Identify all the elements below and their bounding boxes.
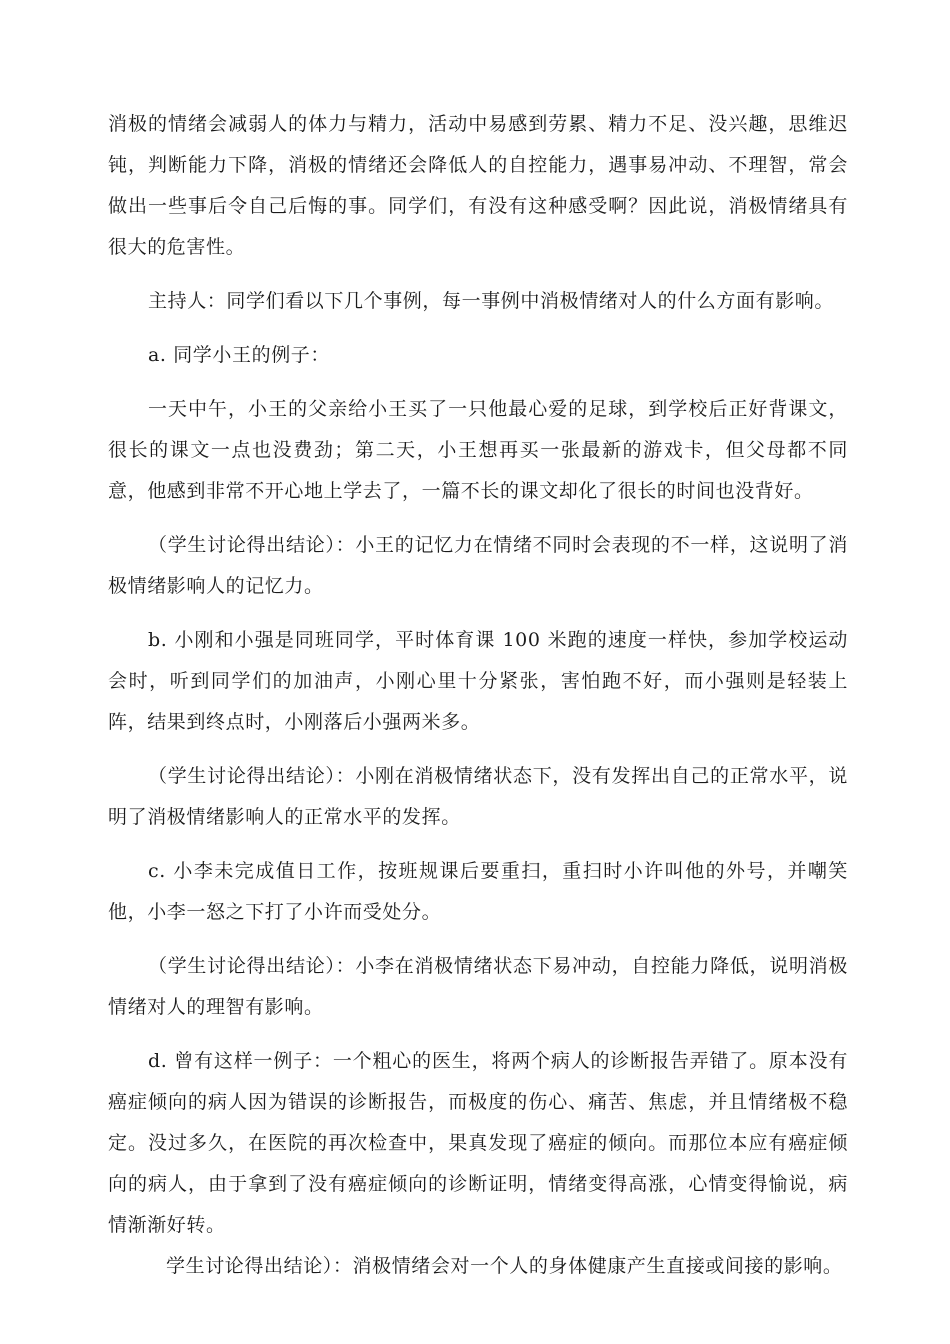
paragraph-example-d: d. 曾有这样一例子：一个粗心的医生，将两个病人的诊断报告弄错了。原本没有癌症倾向的病人因为错误的诊断报告，而极度的伤心、痛苦、焦虑，并且情绪极不稳定。没过多久，在医院的再次检查中，果真发现了癌症的倾向。而那位本应有癌症倾向的病人，由于拿到了没有癌症倾向的诊断证明，情绪变得高涨，心情变得愉说，病情渐渐好转。: [108, 1050, 848, 1236]
paragraph-example-a-story: 一天中午，小王的父亲给小王买了一只他最心爱的足球，到学校后正好背课文，很长的课文一点也没费劲；第二天，小王想再买一张最新的游戏卡，但父母都不同意，他感到非常不开心地上学去了，一篇不长的课文却化了很长的时间也没背好。: [108, 398, 848, 502]
paragraph-intro: 消极的情绪会减弱人的体力与精力，活动中易感到劳累、精力不足、没兴趣，思维迟钝，判断能力下降，消极的情绪还会降低人的自控能力，遇事易冲动、不理智，常会做出一些事后令自己后悔的事。同学们，有没有这种感受啊？因此说，消极情绪具有很大的危害性。: [108, 113, 848, 258]
paragraph-host: 主持人：同学们看以下几个事例，每一事例中消极情绪对人的什么方面有影响。: [148, 290, 835, 312]
paragraph-example-a-heading: a. 同学小王的例子：: [148, 344, 331, 366]
paragraph-example-c: c. 小李未完成值日工作，按班规课后要重扫，重扫时小许叫他的外号，并嘲笑他，小李一怒之下打了小许而受处分。: [108, 860, 848, 923]
paragraph-conclusion-b: （学生讨论得出结论）：小刚在消极情绪状态下，没有发挥出自己的正常水平，说明了消极情绪影响人的正常水平的发挥。: [108, 765, 848, 828]
paragraph-conclusion-a: （学生讨论得出结论）：小王的记忆力在情绪不同时会表现的不一样，这说明了消极情绪影响人的记忆力。: [108, 534, 848, 597]
document-body: [108, 104, 848, 1287]
paragraph-conclusion-c: （学生讨论得出结论）：小李在消极情绪状态下易冲动，自控能力降低，说明消极情绪对人的理智有影响。: [108, 955, 848, 1018]
paragraph-conclusion-d: 学生讨论得出结论）：消极情绪会对一个人的身体健康产生直接或间接的影响。: [166, 1255, 843, 1277]
paragraph-example-b: b. 小刚和小强是同班同学，平时体育课 100 米跑的速度一样快，参加学校运动会时，听到同学们的加油声，小刚心里十分紧张，害怕跑不好，而小强则是轻装上阵，结果到终点时，小刚落后小强两米多。: [108, 629, 848, 733]
